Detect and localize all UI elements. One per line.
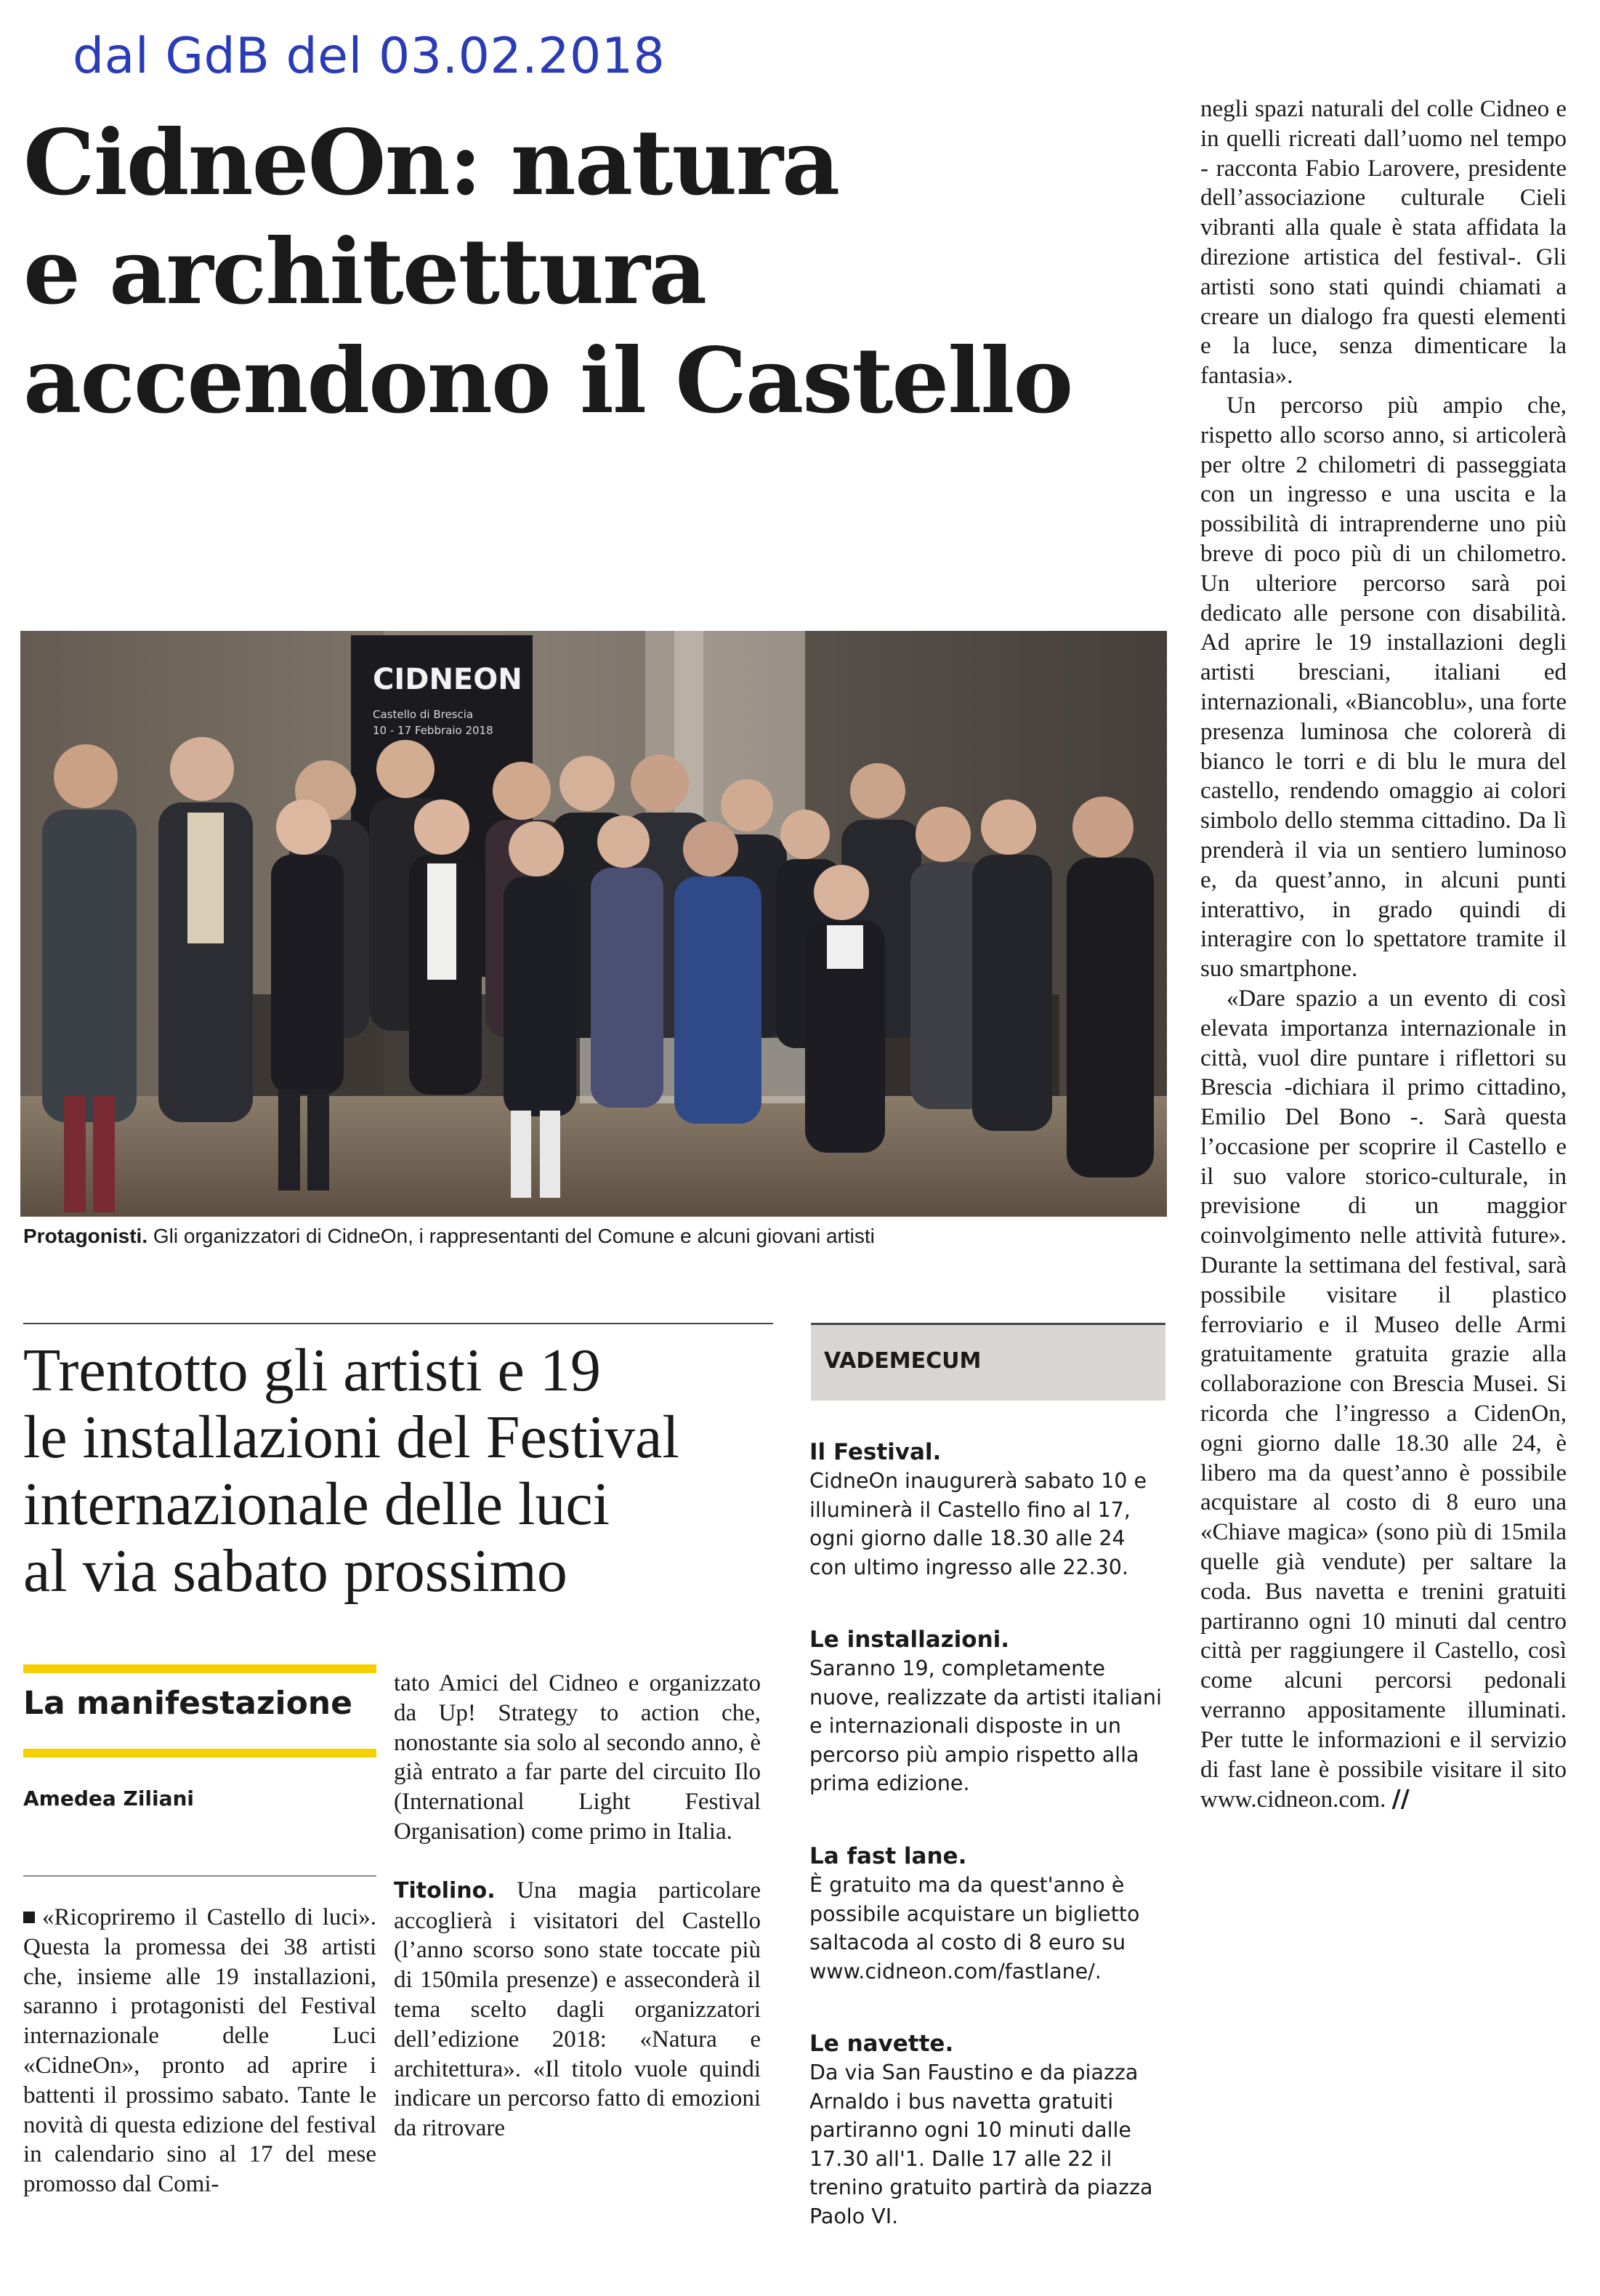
article-start-marker bbox=[23, 1912, 35, 1923]
photo-caption bbox=[23, 1225, 1157, 1248]
vademecum-item-text: Saranno 19, completamente nuove, realizzate da artisti italiani e internazionali disposte in un percorso più ampio rispetto alla prima edizione. bbox=[809, 1656, 1162, 1795]
group-photo bbox=[20, 631, 1167, 1217]
article-paragraph bbox=[394, 1876, 761, 2143]
caption-lead: Protagonisti. bbox=[23, 1225, 148, 1247]
section-label-bar-top bbox=[23, 1664, 376, 1673]
paragraph-text: Una magia particolare accoglierà i visitatori del Castello (l’anno scorso sono state toccate più di 150mila presenze) e asseconderà il tema scelto dagli organizzatori dell’edizione 2018: «Natura e architettura». «Il titolo vuole quindi indicare un percorso fatto di emozioni da ritrovare bbox=[394, 1877, 761, 2142]
author-byline: Amedea Ziliani bbox=[23, 1787, 195, 1810]
article-paragraph: Un percorso più ampio che, rispetto allo scorso anno, si articolerà per oltre 2 chilometri di passeggiata con un ingresso e una uscita e la possibilità di intraprenderne uno più breve di poco più di un chilometro. Un ulteriore percorso sarà poi dedicato alle persone con disabilità. Ad aprire le 19 installazioni degli artisti bresciani, italiani ed internazionali, «Biancoblu», una forte presenza luminosa che colorerà di bianco le torri e di blu le mura del castello, rendendo omaggio ai colori simbolo dello stemma cittadino. Da lì prenderà il via un sentiero luminoso e, da quest’anno, in alcuni punti interattivo, in grado quindi di interagire con lo spettatore tramite il suo smartphone. bbox=[1200, 392, 1567, 983]
article-column-3 bbox=[1200, 94, 1567, 1815]
vademecum-item bbox=[809, 1438, 1165, 1582]
section-label-bar-bottom bbox=[23, 1749, 376, 1757]
article-paragraph: negli spazi naturali del colle Cidneo e in quelli ricreati dall’uomo nel tempo - racconta Fabio Larovere, presidente dell’associazione culturale Cieli vibranti alla quale è stata affidata la direzione artistica del festival-. Gli artisti sono stati quindi chiamati a creare un dialogo fra questi elementi e la luce, senza dimenticare la fantasia». bbox=[1200, 96, 1567, 390]
vademecum-item-title: Il Festival. bbox=[809, 1439, 942, 1465]
article-end-mark: // bbox=[1391, 1784, 1410, 1813]
banner-line: 10 - 17 Febbraio 2018 bbox=[373, 724, 493, 737]
vademecum-item bbox=[809, 1842, 1165, 1986]
subheadline-line: al via sabato prossimo bbox=[23, 1537, 567, 1605]
article-paragraph bbox=[1200, 984, 1567, 1815]
subheadline-line: Trentotto gli artisti e 19 bbox=[23, 1337, 601, 1404]
section-label: La manifestazione bbox=[23, 1685, 352, 1722]
subheadline-line: le installazioni del Festival bbox=[23, 1403, 679, 1471]
headline-line: CidneOn: natura bbox=[23, 110, 839, 216]
source-line: dal GdB del 03.02.2018 bbox=[73, 28, 666, 85]
section-divider bbox=[23, 1323, 773, 1324]
byline-divider bbox=[23, 1875, 376, 1877]
subheadline-line: internazionale delle luci bbox=[23, 1470, 610, 1538]
paragraph-text: «Dare spazio a un evento di così elevata importanza internazionale in città, vuol dire puntare i riflettori su Brescia -dichiara il primo cittadino, Emilio Del Bono -. Sarà questa l’occasione per scoprire il Castello e il suo valore storico-culturale, in previsione di un maggior coinvolgimento nelle attività future». Durante la settimana del festival, sarà possibile visitare il plastico ferroviario e il Museo delle Armi gratuitamente gratuita grazie alla collaborazione con Brescia Musei. Si ricorda che l’ingresso a CidenOn, ogni giorno dalle 18.30 alle 24, è libero ma da quest’anno è possibile acquistare al costo di 8 euro una «Chiave magica» (sono più di 15mila quelle già vendute) per saltare la coda. Bus navetta e trenini gratuiti partiranno ogni 10 minuti dal centro città per raggiungere il Castello, così come alcuni percorsi pedonali verranno appositamente illuminati. Per tutte le informazioni e il servizio di fast lane è possibile visitare il sito www.cidneon.com. bbox=[1200, 985, 1567, 1813]
banner-logo: CIDNEON bbox=[373, 663, 522, 696]
group-photo-illustration bbox=[20, 631, 1167, 1217]
headline bbox=[23, 109, 1171, 436]
article-paragraph: tato Amici del Cidneo e organizzato da Up! Strategy to action che, nonostante sia solo al secondo anno, è già entrato a far parte del circuito Ilo (International Light Festival Organisation) come primo in Italia. bbox=[394, 1670, 761, 1845]
vademecum-item-title: Le installazioni. bbox=[809, 1627, 1010, 1653]
vademecum-item-title: La fast lane. bbox=[809, 1843, 967, 1869]
article-column-2 bbox=[394, 1669, 761, 2143]
subheadline bbox=[23, 1337, 786, 1605]
article-text: «Ricopriremo il Castello di luci». Questa la promessa dei 38 artisti che, insieme alle 19 installazioni, saranno i protagonisti del Festival internazionale delle Luci «CidneOn», pronto ad aprire i battenti il prossimo sabato. Tante le novità di questa edizione del festival in calendario sino al 17 del mese promosso dal Comi- bbox=[23, 1904, 376, 2198]
paragraph-lead: Titolino. bbox=[394, 1877, 496, 1904]
vademecum-item-title: Le navette. bbox=[809, 2031, 954, 2057]
headline-line: accendono il Castello bbox=[23, 329, 1072, 434]
vademecum-item bbox=[809, 1625, 1165, 1798]
vademecum-item-text: Da via San Faustino e da piazza Arnaldo i bus navetta gratuiti partiranno ogni 10 minuti dalle 17.30 all'1. Dalle 17 alle 22 il trenino gratuito partirà da piazza Paolo VI. bbox=[809, 2061, 1153, 2228]
vademecum-item-text: È gratuito ma da quest'anno è possibile acquistare un biglietto saltacoda al costo di 8 euro su www.cidneon.com/fastlane/. bbox=[809, 1873, 1140, 1983]
headline-line: e architettura bbox=[23, 219, 706, 325]
banner-line: Castello di Brescia bbox=[373, 708, 474, 721]
article-column-1 bbox=[23, 1903, 376, 2199]
vademecum-item bbox=[809, 2029, 1165, 2231]
vademecum-label: VADEMECUM bbox=[824, 1348, 982, 1374]
vademecum-item-text: CidneOn inaugurerà sabato 10 e illuminerà il Castello fino al 17, ogni giorno dalle 18.30 alle 24 con ultimo ingresso alle 22.30. bbox=[809, 1469, 1147, 1579]
caption-text: Gli organizzatori di CidneOn, i rappresentanti del Comune e alcuni giovani artisti bbox=[148, 1225, 875, 1247]
